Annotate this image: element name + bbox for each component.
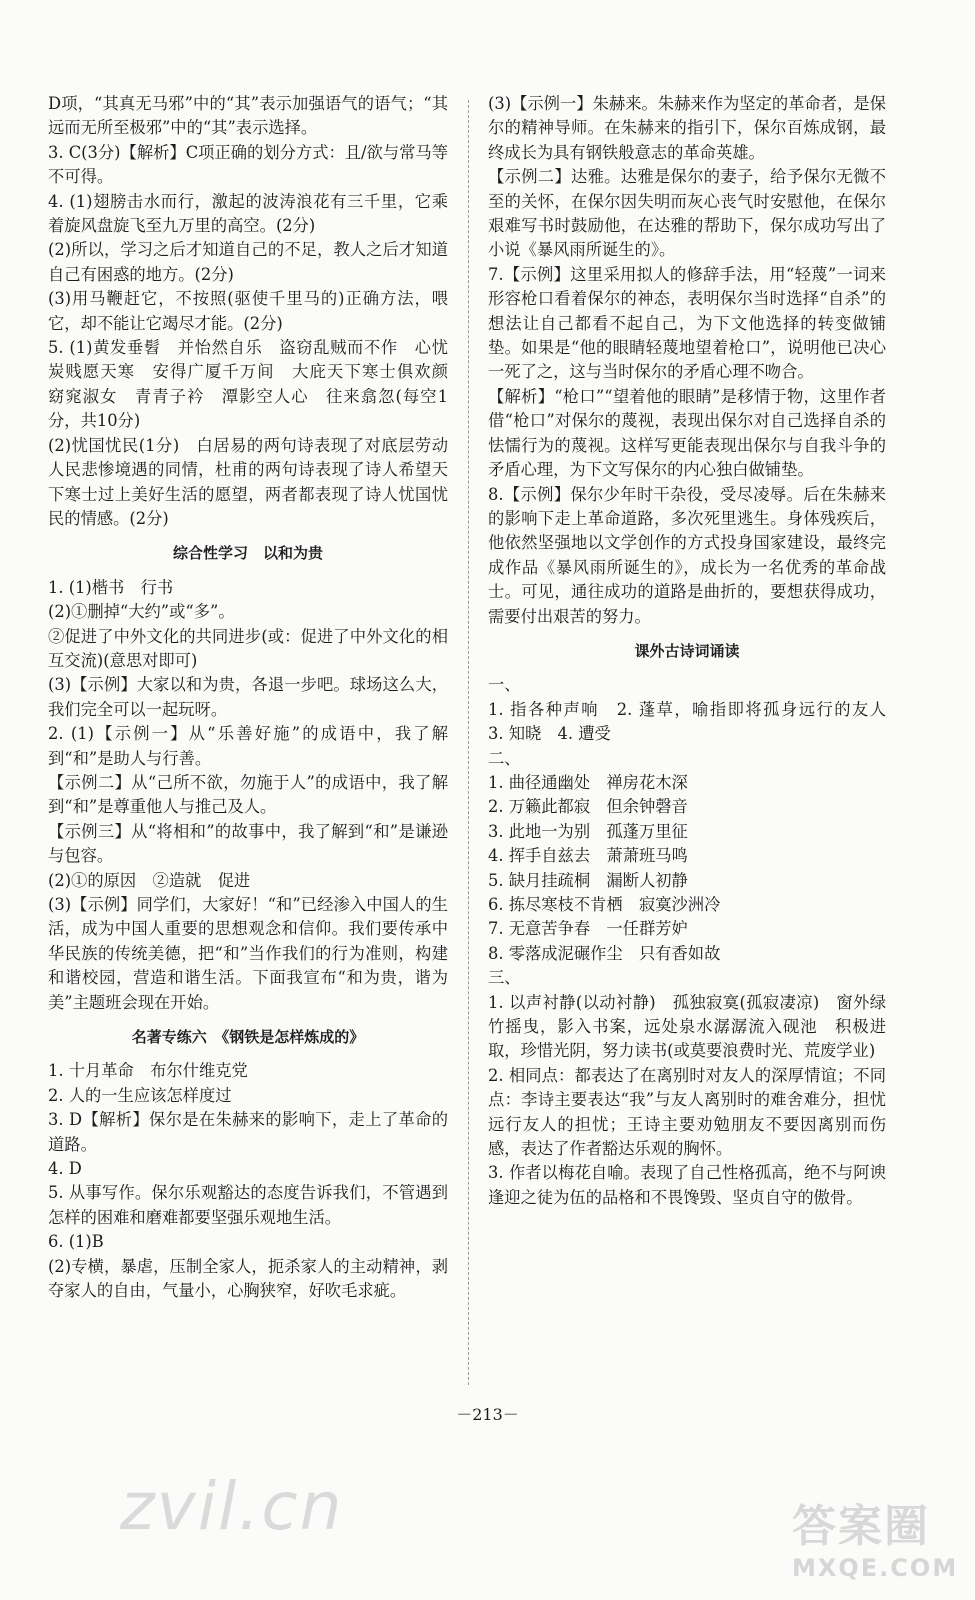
answer-paragraph: 8.【示例】保尔少年时干杂役，受尽凌辱。后在朱赫来的影响下走上革命道路，多次死里逃生。身体残疾后，他依然坚强地以文学创作的方式投身国家建设，最终完成作品《暴风雨所诞生的》，成长为一名优秀的革命战士。可见，通往成功的道路是曲折的，要想获得成功，需要付出艰苦的努力。 <box>488 484 886 626</box>
answer-paragraph: 4. 挥手自兹去 萧萧班马鸣 <box>488 846 688 866</box>
answer-paragraph: 一、 <box>488 675 521 695</box>
answer-paragraph: 3. C(3分)【解析】C项正确的划分方式：且/欲与常马等不可得。 <box>48 142 448 187</box>
column-divider <box>468 100 469 1385</box>
answer-paragraph: (3)用马鞭赶它，不按照(驱使千里马的)正确方法，喂它，却不能让它竭尽才能。(2分) <box>48 289 448 333</box>
answer-paragraph: 1. 曲径通幽处 禅房花木深 <box>488 772 688 792</box>
answer-paragraph: 8. 零落成泥碾作尘 只有香如故 <box>488 943 721 963</box>
answer-paragraph: 2. 相同点：都表达了在离别时对友人的深厚情谊；不同点：李诗主要表达“我”与友人离别时的难舍难分，担忧远行友人的担忧；王诗主要劝勉朋友不要因离别而伤感，表达了作者豁达乐观的胸怀。 <box>488 1065 886 1159</box>
answer-paragraph: (2)①删掉“大约”或“多”。 <box>48 602 235 622</box>
answer-paragraph: 1. 以声衬静(以动衬静) 孤独寂寞(孤寂凄凉) 窗外绿竹摇曳，影入书案，远处泉水潺潺流入砚池 积极进取，珍惜光阴，努力读书(或莫要浪费时光、荒废学业) <box>488 992 886 1061</box>
section-heading: 名著专练六 《钢铁是怎样炼成的》 <box>131 1028 365 1047</box>
answer-paragraph: 4. D <box>48 1159 82 1179</box>
right-column <box>488 92 903 1210</box>
section-heading: 课外古诗词诵读 <box>634 641 740 660</box>
answer-paragraph: 5. 从事写作。保尔乐观豁达的态度告诉我们，不管遇到怎样的困难和磨难都要坚强乐观地生活。 <box>48 1183 448 1227</box>
answer-paragraph: 6. (1)B <box>48 1232 104 1252</box>
answer-paragraph: 【解析】“枪口”“望着他的眼睛”是移情于物，这里作者借“枪口”对保尔的蔑视，表现出保尔对自己选择自杀的怯懦行为的蔑视。这样写更能表现出保尔与自我斗争的矛盾心理，为下文写保尔的内心独白做铺垫。 <box>488 386 886 480</box>
answer-paragraph: 5. (1)黄发垂髫 并怡然自乐 盗窃乱贼而不作 心忧炭贱愿天寒 安得广厦千万间 大庇天下寒士俱欢颜 窈窕淑女 青青子衿 潭影空人心 往来翕忽(每空1分，共10分) <box>48 338 465 431</box>
answer-paragraph: 4. (1)翅膀击水而行，激起的波涛浪花有三千里，它乘着旋风盘旋飞至九万里的高空。(2分) <box>48 191 448 236</box>
answer-paragraph: 2. 万籁此都寂 但余钟磬音 <box>488 797 688 817</box>
logo-english: MXQE.COM <box>792 1554 959 1582</box>
answer-paragraph: (3)【示例】大家以和为贵，各退一步吧。球场这么大，我们完全可以一起玩呀。 <box>48 675 448 719</box>
page-number: －213－ <box>456 1405 519 1424</box>
answer-paragraph: 6. 拣尽寒枝不肯栖 寂寞沙洲冷 <box>488 895 721 914</box>
section-heading: 综合性学习 以和为贵 <box>172 544 323 563</box>
answer-paragraph: 7.【示例】这里采用拟人的修辞手法，用“轻蔑”一词来形容枪口看着保尔的神态，表明保尔当时选择“自杀”的想法让自己都看不起自己，为下文他选择的转变做铺垫。如果是“他的眼睛轻蔑地望着枪口”，说明他已决心一死了之，这与当时保尔的矛盾心理不吻合。 <box>488 264 886 382</box>
answer-paragraph: 1. 十月革命 布尔什维克党 <box>48 1061 248 1081</box>
answer-paragraph: 1. 指各种声响 2. 蓬草，喻指即将孤身远行的友人 3. 知晓 4. 遭受 <box>488 699 903 744</box>
watermark: zvil.cn <box>120 1468 344 1545</box>
answer-paragraph: (3)【示例】同学们，大家好！“和”已经渗入中国人的生活，成为中国人重要的思想观念和信仰。我们要传承中华民族的传统美德，把“和”当作我们的行为准则，构建和谐校园，营造和谐生活。下面我宣布“和为贵，谐为美”主题班会现在开始。 <box>48 895 448 1012</box>
answer-paragraph: (2)①的原因 ②造就 促进 <box>48 870 251 890</box>
answer-paragraph: 2. 人的一生应该怎样度过 <box>48 1085 232 1105</box>
answer-paragraph: 【示例二】从“己所不欲，勿施于人”的成语中，我了解到“和”是尊重他人与推己及人。 <box>48 772 448 817</box>
answer-paragraph: 3. D【解析】保尔是在朱赫来的影响下，走上了革命的道路。 <box>48 1110 448 1154</box>
answer-paragraph: 3. 作者以梅花自喻。表现了自己性格孤高，绝不与阿谀逢迎之徒为伍的品格和不畏馋毁、坚贞自守的傲骨。 <box>488 1163 886 1207</box>
answer-paragraph: 二、 <box>488 748 521 768</box>
answer-paragraph: 3. 此地一为别 孤蓬万里征 <box>488 821 688 841</box>
answer-paragraph: (2)专横，暴虐，压制全家人，扼杀家人的主动精神，剥夺家人的自由，气量小，心胸狭窄，好吹毛求疵。 <box>48 1256 448 1301</box>
answer-paragraph: 7. 无意苦争春 一任群芳妒 <box>488 919 688 939</box>
answer-paragraph: 三、 <box>488 968 521 988</box>
site-logo <box>792 1490 959 1590</box>
answer-paragraph: 1. (1)楷书 行书 <box>48 577 174 597</box>
answer-paragraph: 【示例三】从“将相和”的故事中，我了解到“和”是谦逊与包容。 <box>48 821 448 866</box>
answer-paragraph: 5. 缺月挂疏桐 漏断人初静 <box>488 870 688 890</box>
logo-chinese: 答案圈 <box>792 1501 930 1552</box>
answer-paragraph: ②促进了中外文化的共同进步(或：促进了中外文化的相互交流)(意思对即可) <box>48 626 448 670</box>
answer-paragraph: 【示例二】达雅。达雅是保尔的妻子，给予保尔无微不至的关怀，在保尔因失明而灰心丧气时安慰他，在保尔艰难写书时鼓励他，在达雅的帮助下，保尔成功写出了小说《暴风雨所诞生的》。 <box>488 167 886 260</box>
left-column <box>48 92 465 1304</box>
answer-paragraph: (2)所以，学习之后才知道自己的不足，教人之后才知道自己有困惑的地方。(2分) <box>48 240 448 284</box>
answer-paragraph: (2)忧国忧民(1分) 白居易的两句诗表现了对底层劳动人民悲惨境遇的同情，杜甫的两句诗表现了诗人希望天下寒士过上美好生活的愿望，两者都表现了诗人忧国忧民的情感。(2分) <box>48 435 448 528</box>
answer-paragraph: 2. (1)【示例一】从“乐善好施”的成语中，我了解到“和”是助人与行善。 <box>48 724 448 768</box>
answer-paragraph: (3)【示例一】朱赫来。朱赫来作为坚定的革命者，是保尔的精神导师。在朱赫来的指引下，保尔百炼成钢，最终成长为具有钢铁般意志的革命英雄。 <box>488 94 886 162</box>
answer-paragraph: D项，“其真无马邪”中的“其”表示加强语气的语气；“其远而无所至极邪”中的“其”表示选择。 <box>48 94 448 138</box>
